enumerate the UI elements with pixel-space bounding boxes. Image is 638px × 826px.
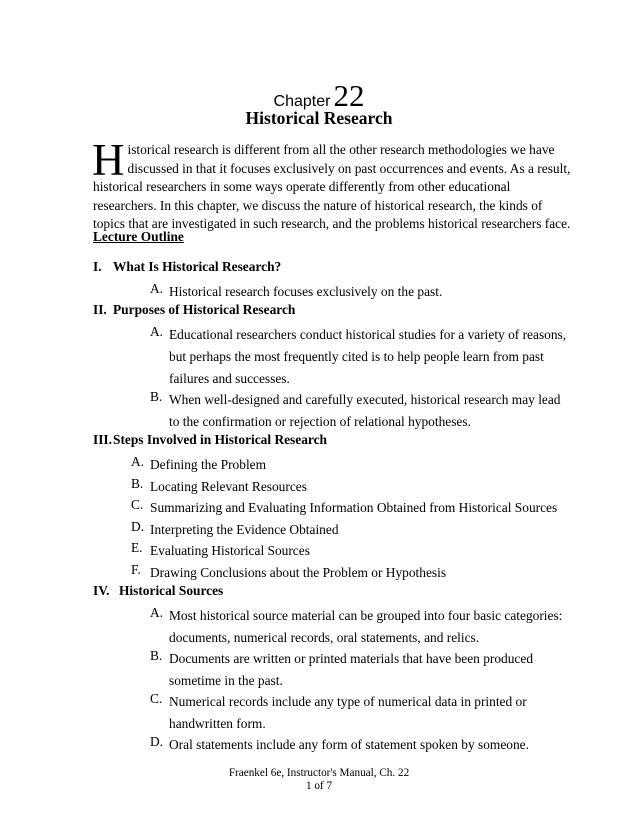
section-title: Historical Sources bbox=[119, 583, 224, 598]
chapter-title: Historical Research bbox=[245, 108, 393, 128]
section-heading-ii bbox=[93, 302, 295, 318]
item-text: Documents are written or printed materials that have been produced bbox=[169, 651, 534, 666]
item-text: Oral statements include any form of statement spoken by someone. bbox=[169, 737, 529, 752]
item-text-block bbox=[169, 324, 566, 389]
section-title: Purposes of Historical Research bbox=[113, 302, 296, 317]
item-letter: A. bbox=[150, 605, 164, 620]
page-footer bbox=[0, 767, 638, 792]
item-letter: B. bbox=[150, 648, 163, 663]
item-text: Educational researchers conduct historical studies for a variety of reasons, bbox=[169, 327, 567, 342]
item-letter: E. bbox=[131, 540, 143, 555]
section-number: IV. bbox=[93, 583, 110, 598]
intro-line: researchers. In this chapter, we discuss the nature of historical research, the kinds of bbox=[93, 197, 543, 213]
item-letter: F. bbox=[131, 562, 141, 577]
item-text: Numerical records include any type of numerical data in printed or bbox=[169, 694, 527, 709]
item-text: Locating Relevant Resources bbox=[150, 479, 307, 494]
section-heading-i bbox=[93, 259, 281, 275]
intro-line: topics that are investigated in such research, and the problems historical researchers face. bbox=[93, 216, 571, 231]
item-text: handwritten form. bbox=[169, 715, 266, 731]
item-text: but perhaps the most frequently cited is to help people learn from past bbox=[169, 348, 544, 364]
item-text: Most historical source material can be grouped into four basic categories: bbox=[169, 608, 563, 623]
footer-source: Fraenkel 6e, Instructor's Manual, Ch. 22 bbox=[228, 767, 410, 779]
item-letter: A. bbox=[150, 324, 164, 339]
intro-paragraph bbox=[92, 135, 571, 234]
section-heading-iii bbox=[93, 432, 327, 448]
item-text-block bbox=[169, 648, 533, 692]
item-text: documents, numerical records, oral statements, and relics. bbox=[169, 629, 480, 645]
intro-line: discussed in that it focuses exclusively on past occurrences and events. As a result, bbox=[127, 160, 571, 176]
page-number: 1 of 7 bbox=[305, 779, 333, 792]
item-text-block bbox=[169, 389, 561, 433]
item-letter: B. bbox=[150, 389, 163, 404]
section-title: Steps Involved in Historical Research bbox=[113, 432, 328, 447]
item-text: Historical research focuses exclusively on the past. bbox=[169, 284, 443, 299]
chapter-number: 22 bbox=[333, 78, 365, 113]
item-letter: D. bbox=[150, 734, 164, 749]
item-letter: C. bbox=[150, 691, 163, 706]
section-number: III. bbox=[93, 432, 112, 447]
section-number: I. bbox=[93, 259, 102, 274]
item-text: Drawing Conclusions about the Problem or Hypothesis bbox=[150, 565, 447, 580]
item-text: Evaluating Historical Sources bbox=[150, 543, 310, 558]
item-letter: C. bbox=[131, 497, 144, 512]
chapter-word: Chapter bbox=[273, 93, 331, 110]
section-number: II. bbox=[93, 302, 107, 317]
item-letter: B. bbox=[131, 476, 144, 491]
item-text: Defining the Problem bbox=[150, 457, 267, 472]
lecture-outline-heading: Lecture Outline bbox=[93, 229, 184, 244]
item-text-block bbox=[169, 691, 527, 735]
item-letter: A. bbox=[131, 454, 145, 469]
item-text: to the confirmation or rejection of relational hypotheses. bbox=[169, 413, 471, 429]
intro-line: istorical research is different from all the other research methodologies we have bbox=[127, 142, 555, 157]
drop-cap: H bbox=[92, 135, 125, 185]
item-text: Interpreting the Evidence Obtained bbox=[150, 522, 339, 537]
section-heading-iv bbox=[93, 583, 223, 599]
item-text: failures and successes. bbox=[169, 370, 290, 386]
item-text: Summarizing and Evaluating Information Obtained from Historical Sources bbox=[150, 500, 558, 515]
item-letter: A. bbox=[150, 281, 164, 296]
item-text-block bbox=[169, 605, 562, 649]
item-text: When well-designed and carefully executed, historical research may lead bbox=[169, 392, 561, 407]
section-title: What Is Historical Research? bbox=[113, 259, 282, 274]
intro-line: historical researchers in some ways operate differently from other educational bbox=[93, 179, 511, 194]
item-text: sometime in the past. bbox=[169, 672, 283, 688]
item-letter: D. bbox=[131, 519, 145, 534]
